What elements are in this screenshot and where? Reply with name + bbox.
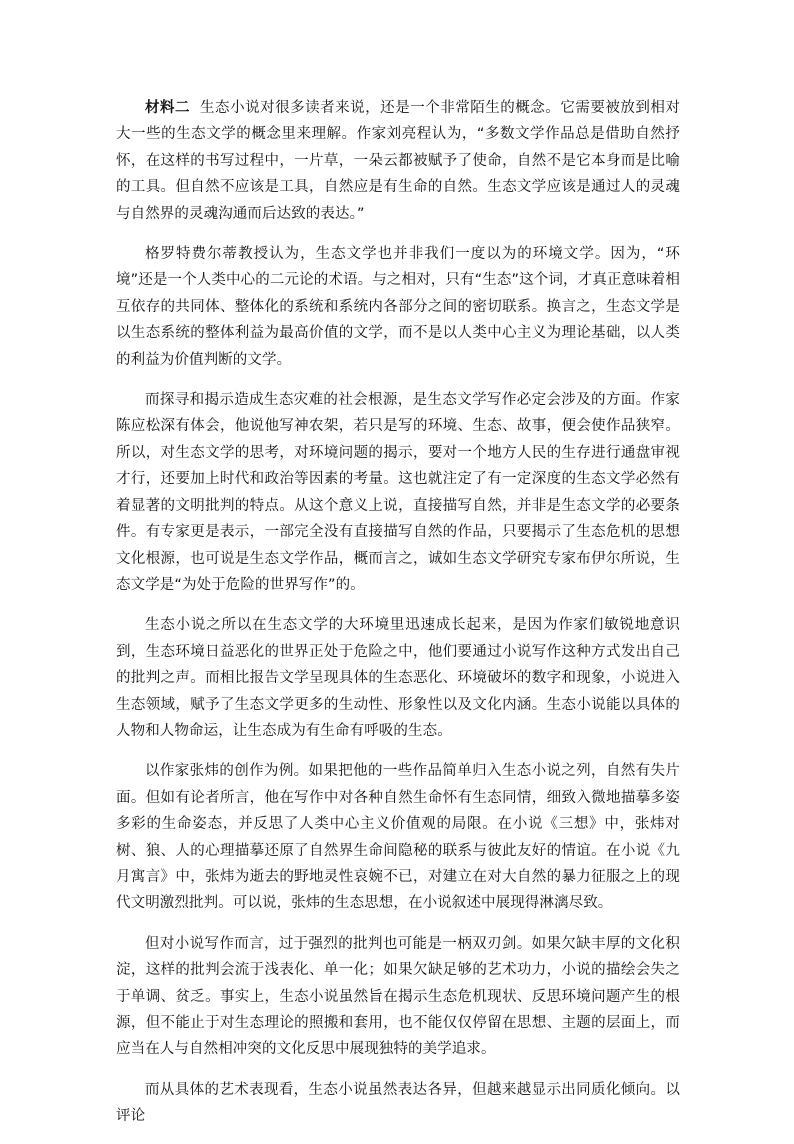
paragraph-1 [116, 95, 680, 227]
paragraph-5: 以作家张炜的创作为例。如果把他的一些作品简单归入生态小说之列，自然有失片面。但如有论者所言，他在写作中对各种自然生命怀有生态同情，细致入微地描摹多姿多彩的生命姿态，并反思了人类中心主义价值观的局限。在小说《三想》中，张炜对树、狼、人的心理描摹还原了自然界生命间隐秘的联系与彼此友好的情谊。在小说《九月寓言》中，张炜为逝去的野地灵性哀婉不已，对建立在对大自然的暴力征服之上的现代文明激烈批判。可以说，张炜的生态思想，在小说叙述中展现得淋漓尽致。 [116, 763, 680, 912]
paragraph-4: 生态小说之所以在生态文学的大环境里迅速成长起来，是因为作家们敏锐地意识到，生态环境日益恶化的世界正处于危险之中，他们要通过小说写作这种方式发出自己的批判之声。而相比报告文学呈现具体的生态恶化、环境破坏的数字和现象，小说进入生态领域，赋予了生态文学更多的生动性、形象性以及文化内涵。生态小说能以具体的人物和人物命运，让生态成为有生命有呼吸的生态。 [116, 617, 680, 739]
paragraph-3: 而探寻和揭示造成生态灾难的社会根源，是生态文学写作必定会涉及的方面。作家陈应松深有体会，他说他写神农架，若只是写的环境、生态、故事，便会使作品狭窄。所以，对生态文学的思考，对环境问题的揭示，要对一个地方人民的生存进行通盘审视才行，还要加上时代和政治等因素的考量。这也就注定了有一定深度的生态文学必然有着显著的文明批判的特点。从这个意义上说，直接描写自然，并非是生态文学的必要条件。有专家更是表示，一部完全没有直接描写自然的作品，只要揭示了生态危机的思想文化根源，也可说是生态文学作品，概而言之，诚如生态文学研究专家布伊尔所说，生态文学是“为处于危险的世界写作”的。 [116, 392, 680, 593]
paragraph-7: 而从具体的艺术表现看，生态小说虽然表达各异，但越来越显示出同质化倾向。以评论 [116, 1081, 680, 1125]
paragraph-text: 生态小说对很多读者来说，还是一个非常陌生的概念。它需要被放到相对大一些的生态文学的概念里来理解。作家刘亮程认为，“多数文学作品总是借助自然抒怀，在这样的书写过程中，一片草，一朵云都被赋予了使命，自然不是它本身而是比喻的工具。但自然不应该是工具，自然应是有生命的自然。生态文学应该是通过人的灵魂与自然界的灵魂沟通而后达致的表达。” [116, 100, 680, 222]
paragraph-2: 格罗特费尔蒂教授认为，生态文学也并非我们一度以为的环境文学。因为，“环境”还是一个人类中心的二元论的术语。与之相对，只有“生态”这个词，才真正意味着相互依存的共同体、整体化的系统和系统内各部分之间的密切联系。换言之，生态文学是以生态系统的整体利益为最高价值的文学，而不是以人类中心主义为理论基础，以人类的利益为价值判断的文学。 [116, 246, 680, 368]
paragraph-6: 但对小说写作而言，过于强烈的批判也可能是一柄双刃剑。如果欠缺丰厚的文化积淀，这样的批判会流于浅表化、单一化；如果欠缺足够的艺术功力，小说的描绘会失之于单调、贫乏。事实上，生态小说虽然旨在揭示生态危机现状、反思环境问题产生的根源，但不能止于对生态理论的照搬和套用，也不能仅仅停留在思想、主题的层面上，而应当在人与自然相冲突的文化反思中展现独特的美学追求。 [116, 935, 680, 1058]
document-body [116, 95, 680, 1144]
material-label: 材料二 [145, 100, 191, 116]
